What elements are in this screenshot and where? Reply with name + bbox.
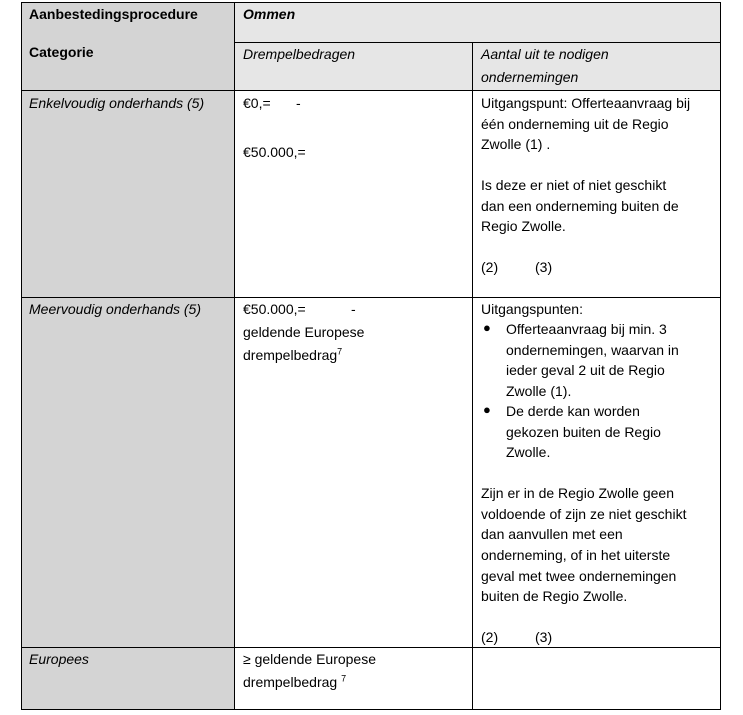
bullet-1-line: ondernemingen, waarvan in	[506, 342, 679, 358]
row1-note-a: (2)	[481, 259, 499, 275]
row1-companies-line: Is deze er niet of niet geschikt	[481, 177, 667, 193]
category-label: Categorie	[29, 44, 94, 60]
row2-companies-line: voldoende of zijn ze niet geschikt	[481, 506, 687, 522]
row2-note-a: (2)	[481, 629, 499, 645]
row1-companies-line: Regio Zwolle.	[481, 218, 566, 234]
row2-threshold-text: drempelbedrag	[243, 347, 338, 363]
bullet-icon: ●	[483, 402, 491, 417]
row1-note-b: (3)	[535, 259, 553, 275]
row3-category: Europees	[29, 651, 89, 667]
bullet-icon: ●	[483, 320, 491, 335]
row2-companies-line: dan aanvullen met een	[481, 526, 623, 542]
row2-note-b: (3)	[535, 629, 553, 645]
companies-label-line-2: ondernemingen	[481, 69, 579, 85]
row2-category: Meervoudig onderhands (5)	[29, 301, 201, 317]
procurement-table	[21, 2, 721, 710]
row1-companies-line: dan een onderneming buiten de	[481, 198, 679, 214]
row1-category: Enkelvoudig onderhands (5)	[29, 95, 205, 111]
bullet-1-line: Zwolle (1).	[506, 383, 572, 399]
row1-companies-line: Zwolle (1) .	[481, 136, 551, 152]
row1-threshold-from: €0,=	[243, 95, 271, 111]
row2-companies-line: buiten de Regio Zwolle.	[481, 588, 628, 604]
row1-threshold-to: €50.000,=	[243, 144, 306, 160]
row3-threshold-2	[243, 672, 346, 693]
row2-threshold-dash: -	[351, 301, 356, 317]
procedure-label: Aanbestedingsprocedure	[29, 6, 198, 22]
bullet-2-line: gekozen buiten de Regio	[506, 424, 661, 440]
footnote-marker: 7	[337, 346, 343, 357]
companies-label-line-1: Aantal uit te nodigen	[481, 46, 609, 62]
footnote-marker: 7	[341, 673, 347, 684]
row3-threshold: ≥ geldende Europese	[243, 651, 377, 667]
row1-companies-line: één onderneming uit de Regio	[481, 116, 669, 132]
row1-companies-line: Uitgangspunt: Offerteaanvraag bij	[481, 95, 691, 111]
row2-threshold-to-2	[243, 345, 342, 366]
bullet-1-line: Offerteaanvraag bij min. 3	[506, 321, 667, 337]
thresholds-label: Drempelbedragen	[243, 46, 356, 62]
bullet-2-line: De derde kan worden	[506, 403, 640, 419]
bullet-2-line: Zwolle.	[506, 444, 551, 460]
row2-companies-line: Zijn er in de Regio Zwolle geen	[481, 485, 674, 501]
row2-companies-line: onderneming, of in het uiterste	[481, 547, 671, 563]
row2-threshold-to: geldende Europese	[243, 324, 365, 340]
municipality-label: Ommen	[243, 6, 296, 22]
row1-threshold-dash: -	[296, 95, 301, 111]
row2-companies-intro: Uitgangspunten:	[481, 301, 583, 317]
bullet-1-line: ieder geval 2 uit de Regio	[506, 362, 665, 378]
row3-threshold-text: drempelbedrag	[243, 674, 338, 690]
row2-threshold-from: €50.000,=	[243, 301, 306, 317]
row2-companies-line: geval met twee ondernemingen	[481, 568, 677, 584]
